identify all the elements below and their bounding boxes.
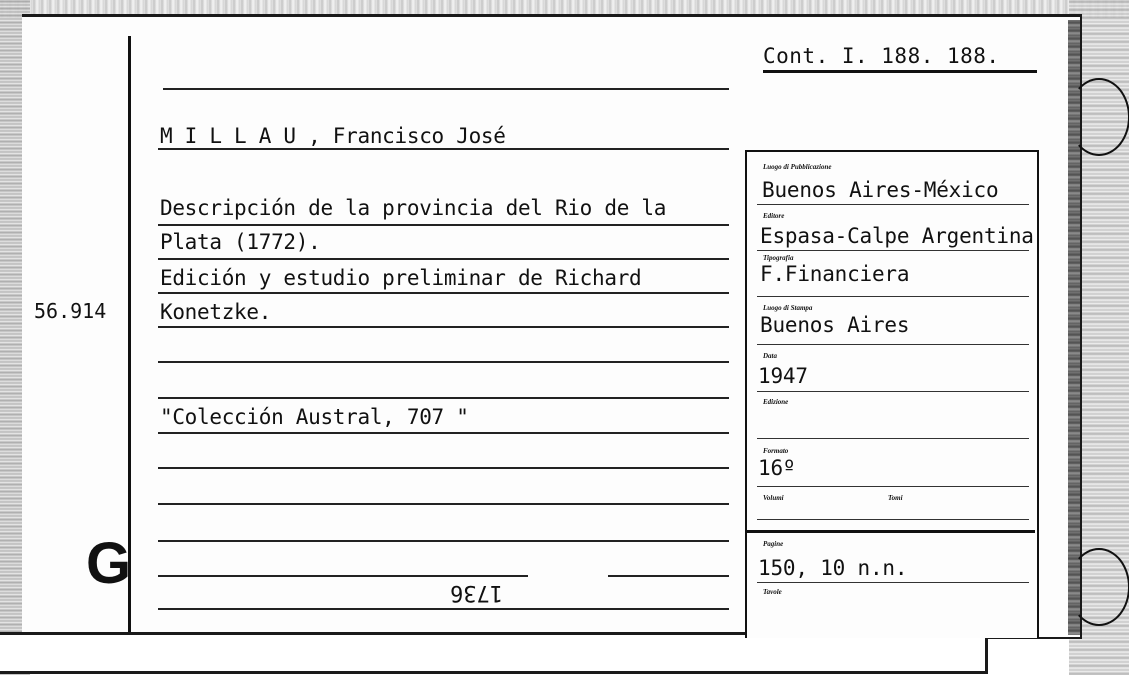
publisher-value: Espasa-Calpe Argentina xyxy=(760,224,1034,248)
series-statement: "Colección Austral, 707 " xyxy=(160,405,469,429)
collection-reference: Cont. I. 188. 188. xyxy=(763,44,1037,73)
pages-label: Pagine xyxy=(763,540,784,548)
rule-line xyxy=(158,503,729,505)
shelfmark: 56.914 xyxy=(34,299,107,323)
field-rule xyxy=(757,391,1029,392)
title-line-2: Plata (1772). xyxy=(160,230,321,254)
pages-divider xyxy=(745,530,1035,533)
rule-line xyxy=(158,608,729,610)
rule-line xyxy=(158,148,729,150)
rule-line xyxy=(163,88,729,90)
format-label: Formato xyxy=(763,447,789,455)
field-rule xyxy=(757,486,1029,487)
rule-line xyxy=(158,292,729,294)
rule-line xyxy=(158,258,729,260)
rule-line xyxy=(158,575,528,577)
edition-label: Edizione xyxy=(763,398,789,406)
binder-ring-top xyxy=(1068,78,1129,156)
place-label: Luogo di Pubblicazione xyxy=(763,163,832,171)
tomes-label: Tomi xyxy=(888,494,903,502)
print-place-label: Luogo di Stampa xyxy=(763,304,813,312)
title-line-1: Descripción de la provincia del Rio de la xyxy=(160,196,667,220)
binder-ring-bottom xyxy=(1068,548,1129,626)
inventory-number: 1736 xyxy=(450,580,503,605)
field-rule xyxy=(757,519,1029,520)
rule-line xyxy=(158,397,729,399)
rule-line xyxy=(158,540,729,542)
edition-line-1: Edición y estudio preliminar de Richard xyxy=(160,266,642,290)
rule-line xyxy=(158,361,729,363)
place-value: Buenos Aires-México xyxy=(762,178,999,202)
rule-line xyxy=(158,224,729,226)
pages-value: 150, 10 n.n. xyxy=(758,556,908,580)
classification-letter: G xyxy=(86,531,132,596)
publisher-label: Editore xyxy=(763,212,785,220)
volumes-label: Volumi xyxy=(763,494,784,502)
print-place-value: Buenos Aires xyxy=(760,313,910,337)
rule-line xyxy=(158,326,729,328)
plates-label: Tavole xyxy=(763,588,782,596)
rule-line xyxy=(608,575,729,577)
printer-label: Tipografia xyxy=(763,254,794,262)
rule-line xyxy=(158,467,729,469)
field-rule xyxy=(757,204,1029,205)
format-value: 16º xyxy=(758,456,796,480)
rule-line xyxy=(158,432,729,434)
date-label: Data xyxy=(763,352,777,360)
printer-value: F.Financiera xyxy=(760,262,910,286)
edition-line-2: Konetzke. xyxy=(160,300,272,324)
date-value: 1947 xyxy=(758,364,808,388)
field-rule xyxy=(757,296,1029,297)
field-rule xyxy=(757,438,1029,439)
field-rule xyxy=(757,344,1029,345)
field-rule xyxy=(757,582,1029,583)
card-bottom-strip xyxy=(0,632,988,674)
author-heading: M I L L A U , Francisco José xyxy=(160,124,506,148)
field-rule xyxy=(757,250,1029,251)
